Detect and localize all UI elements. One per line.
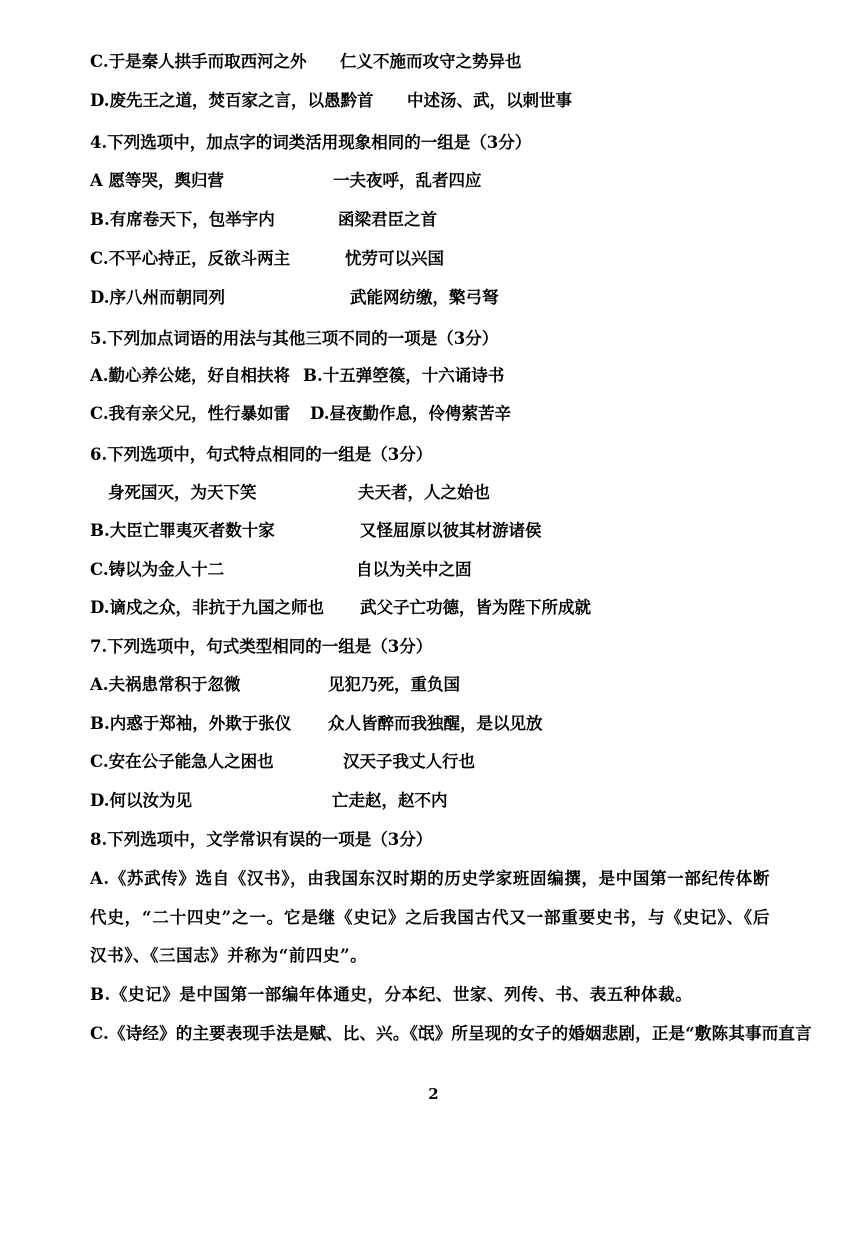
- q6-option-a-left: 身死国灭，为天下笑: [108, 483, 257, 502]
- q7-option-c-right: 汉天子我丈人行也: [343, 752, 475, 771]
- q5-option-a: A.勤心养公姥，好自相扶将: [90, 366, 291, 385]
- q6-stem: 6.下列选项中，句式特点相同的一组是（3分）: [90, 445, 433, 464]
- q7-option-b-right: 众人皆醉而我独醒，是以见放: [328, 714, 543, 733]
- q7-option-d-right: 亡走赵，赵不内: [332, 791, 448, 810]
- q7-stem: 7.下列选项中，句式类型相同的一组是（3分）: [90, 637, 433, 656]
- q4-option-a-left: A 愿等哭，舆归营: [90, 171, 225, 190]
- q4-option-d-left: D.序八州而朝同列: [90, 288, 225, 307]
- q4-option-c-right: 忧劳可以兴国: [345, 249, 444, 268]
- q4-option-b-left: B.有席卷天下，包举宇内: [90, 210, 275, 229]
- q6-option-b-left: B.大臣亡罪夷灭者数十家: [90, 521, 275, 540]
- q6-option-c-left: C.铸以为金人十二: [90, 560, 225, 579]
- q6-option-b-right: 又怪屈原以彼其材游诸侯: [360, 521, 542, 540]
- q7-option-a-left: A.夫祸患常积于忽微: [90, 675, 241, 694]
- q4-option-c-left: C.不平心持正，反欲斗两主: [90, 249, 291, 268]
- q7-option-d-left: D.何以汝为见: [90, 791, 192, 810]
- q4-stem: 4.下列选项中，加点字的词类活用现象相同的一组是（3分）: [90, 133, 532, 152]
- q8-stem: 8.下列选项中，文学常识有误的一项是（3分）: [90, 830, 433, 849]
- q3-option-c-right: 仁义不施而攻守之势异也: [340, 52, 522, 71]
- q7-option-b-left: B.内惑于郑袖，外欺于张仪: [90, 714, 292, 733]
- q6-option-d-right: 武父子亡功德，皆为陛下所成就: [360, 598, 591, 617]
- q6-option-a-right: 夫天者，人之始也: [358, 483, 490, 502]
- q5-option-d: D.昼夜勤作息，伶俜萦苦辛: [310, 404, 511, 423]
- q3-option-d-right: 中述汤、武，以刺世事: [407, 91, 572, 110]
- q7-option-c-left: C.安在公子能急人之困也: [90, 752, 274, 771]
- q8-option-b: B.《史记》是中国第一部编年体通史，分本纪、世家、列传、书、表五种体裁。: [90, 985, 693, 1004]
- q5-option-b: B.十五弹箜篌，十六诵诗书: [303, 366, 505, 385]
- q6-option-d-left: D.谪戍之众，非抗于九国之师也: [90, 598, 324, 617]
- q4-option-b-right: 函梁君臣之首: [338, 210, 437, 229]
- q4-option-d-right: 武能网纺缴，檠弓弩: [350, 288, 499, 307]
- page-number: 2: [428, 1085, 439, 1103]
- q8-option-a: A.《苏武传》选自《汉书》，由我国东汉时期的历史学家班固编撰，是中国第一部纪传体断代史，“二十四史”之一。它是继《史记》之后我国古代又一部重要史书，与《史记》、《后汉书》、《三国志》并称为“前四史”。: [90, 869, 770, 965]
- q8-option-c: C.《诗经》的主要表现手法是赋、比、兴。《氓》所呈现的女子的婚姻悲剧，正是“敷陈其事而直言: [90, 1024, 812, 1043]
- q3-option-c-left: C.于是秦人拱手而取西河之外: [90, 52, 307, 71]
- q6-option-c-right: 自以为关中之固: [356, 560, 472, 579]
- q4-option-a-right: 一夫夜呼，乱者四应: [333, 171, 482, 190]
- q5-option-c: C.我有亲父兄，性行暴如雷: [90, 404, 291, 423]
- q5-stem: 5.下列加点词语的用法与其他三项不同的一项是（3分）: [90, 329, 499, 348]
- q7-option-a-right: 见犯乃死，重负国: [328, 675, 460, 694]
- q3-option-d-left: D.废先王之道，焚百家之言，以愚黔首: [90, 91, 374, 110]
